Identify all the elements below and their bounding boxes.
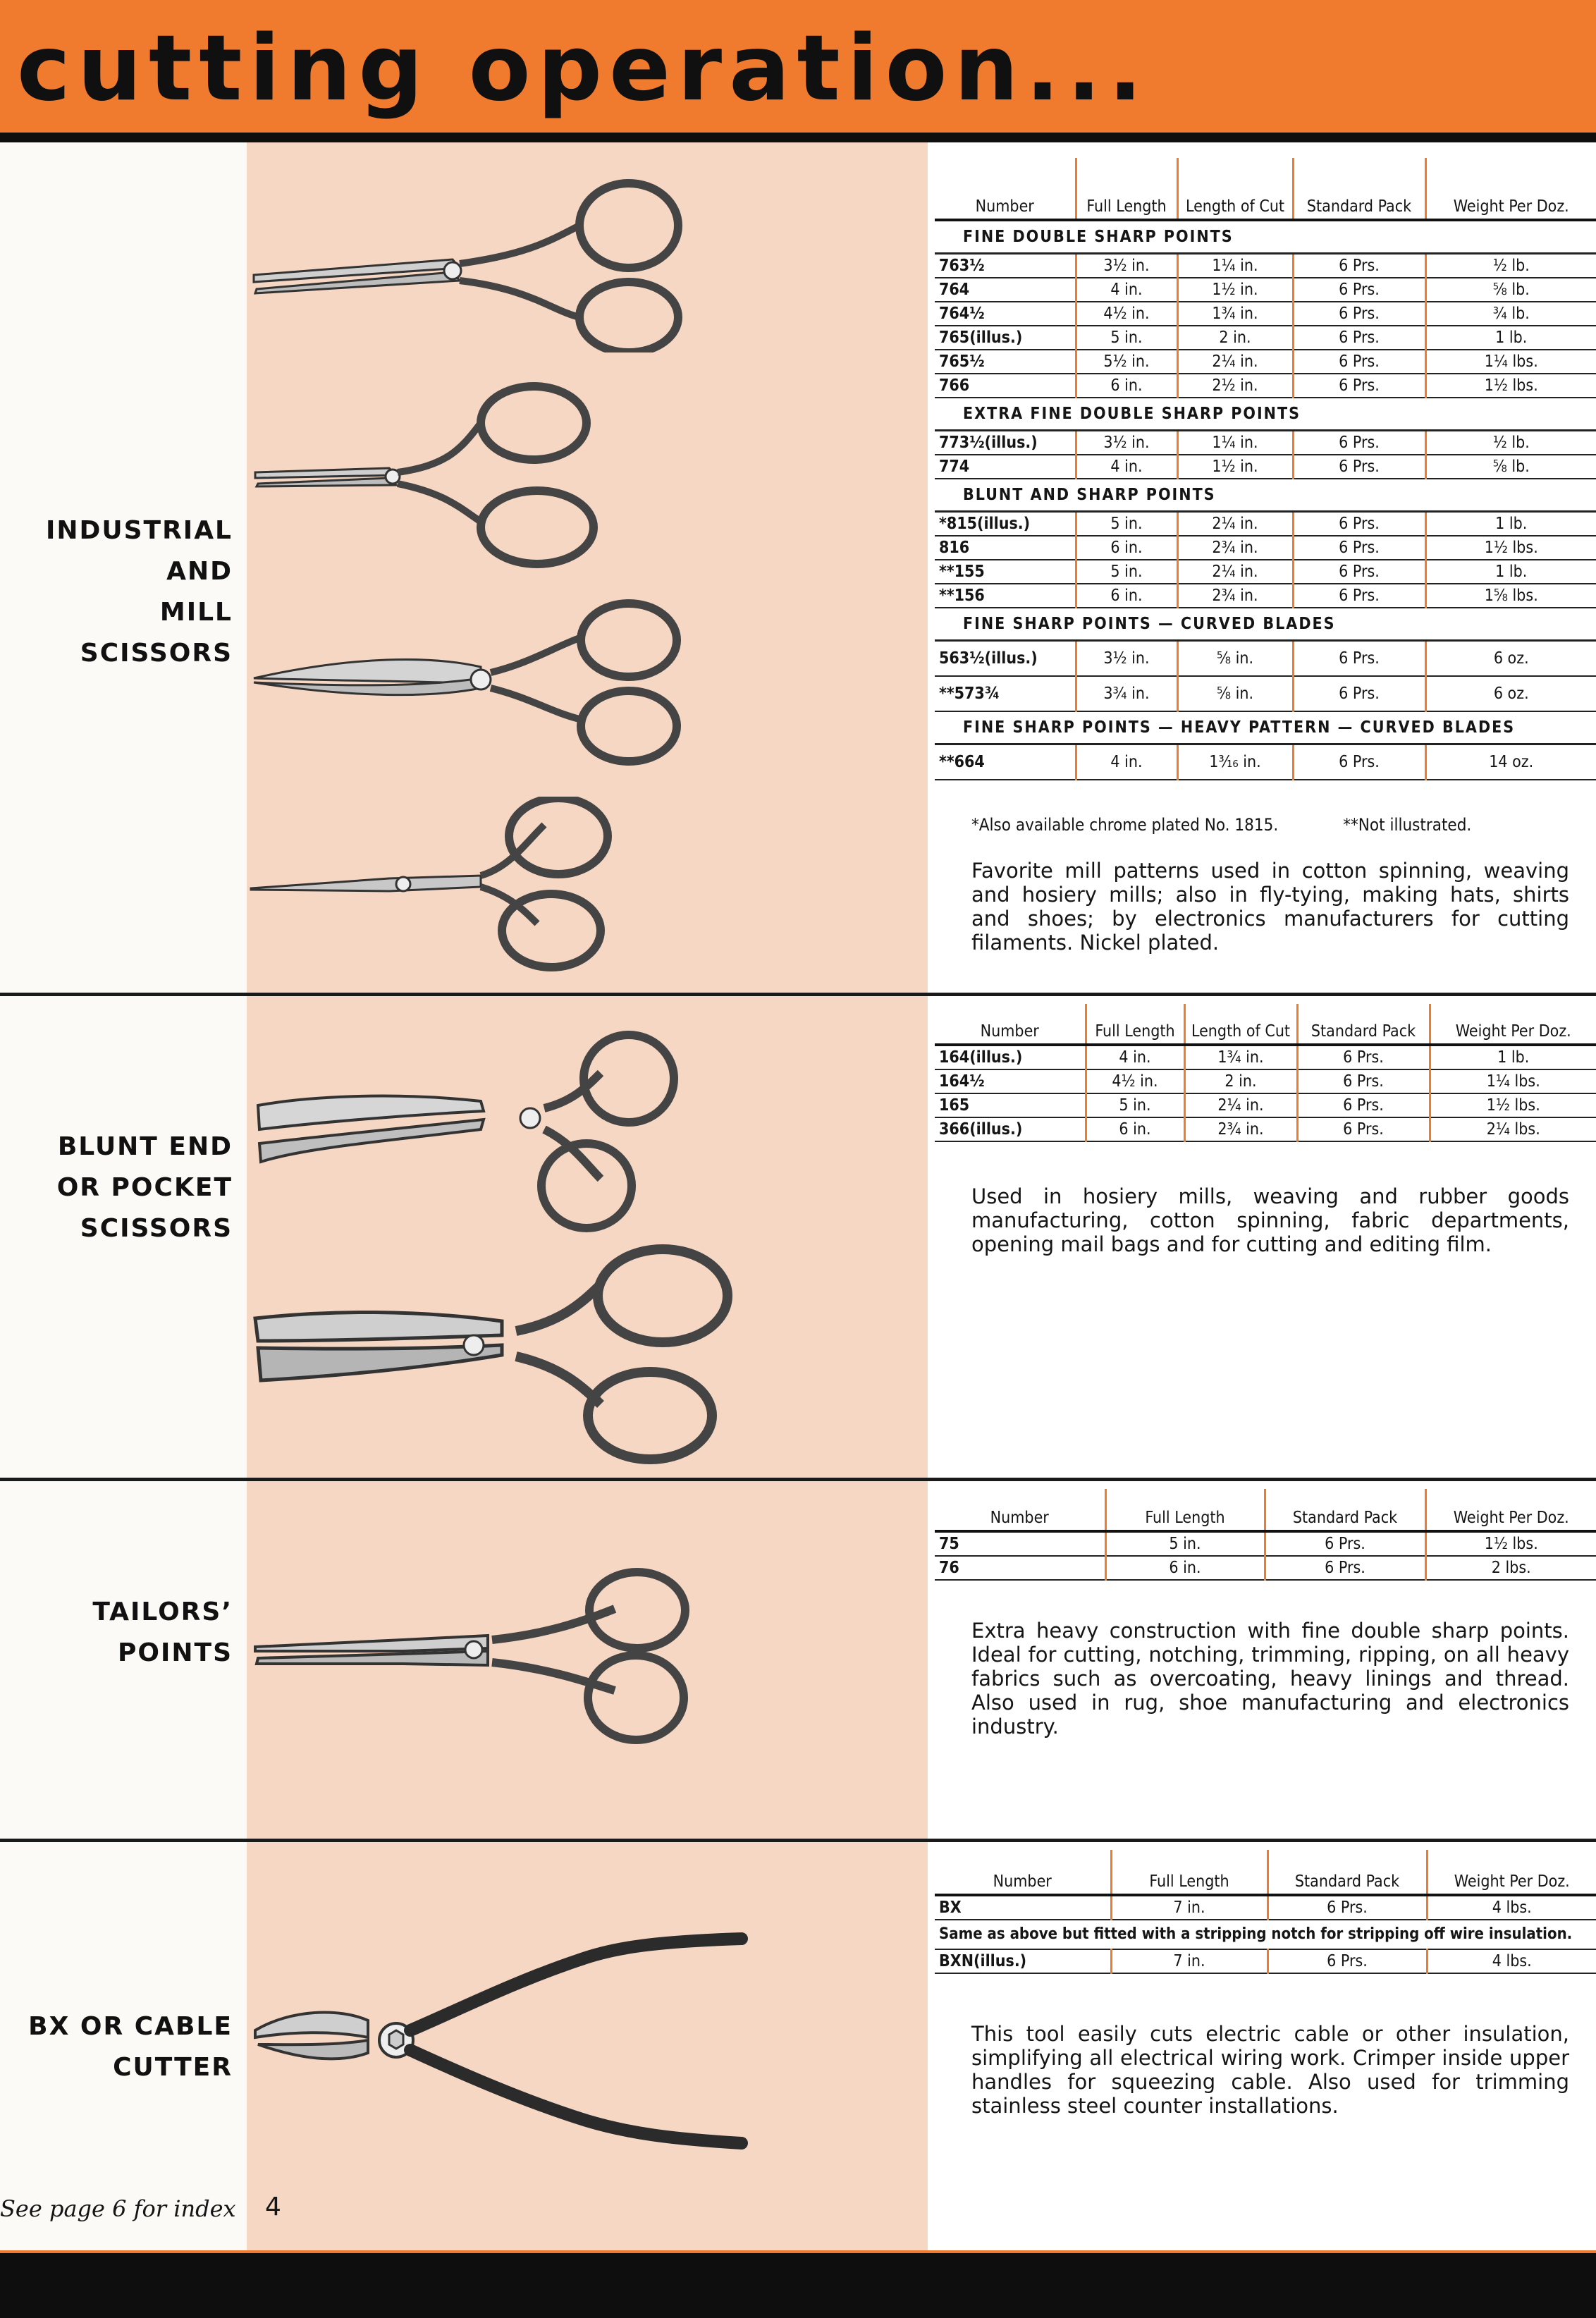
table-cell: 6 Prs.: [1293, 512, 1425, 536]
category-line: CUTTER: [113, 2053, 233, 2082]
table-cell: 6 Prs.: [1297, 1045, 1430, 1069]
table-cell: 164½: [935, 1069, 1086, 1093]
table-row: [935, 1045, 1596, 1069]
table-cell: 6 Prs.: [1297, 1117, 1430, 1141]
table-cell: 1¼ in.: [1177, 254, 1293, 278]
category-line: INDUSTRIAL: [45, 516, 233, 545]
category-line: MILL: [159, 598, 233, 627]
blunt-end-spec-table: [935, 1004, 1596, 1142]
table-cell: 6 in.: [1076, 584, 1177, 608]
col-header-weight-per-doz: Weight Per Doz.: [1430, 1004, 1596, 1045]
category-tailors-points: [92, 1592, 233, 1674]
table-row: [935, 641, 1596, 677]
table-cell: 7 in.: [1111, 1949, 1267, 1973]
table-cell: **156: [935, 584, 1076, 608]
table-cell: 764: [935, 278, 1076, 302]
table-cell: 1³⁄₁₆ in.: [1177, 744, 1293, 780]
group-heading: [935, 398, 1596, 431]
col-header-number: Number: [935, 1004, 1086, 1045]
table-cell: 1½ in.: [1177, 455, 1293, 479]
category-line: TAILORS’: [92, 1598, 233, 1626]
footnote-not-illustrated: **Not illustrated.: [1343, 815, 1472, 835]
table-cell: 773½(illus.): [935, 431, 1076, 455]
table-cell: 4 lbs.: [1427, 1895, 1596, 1920]
page-title: cutting operation...: [17, 16, 1150, 121]
scissors-765-illustration: [248, 176, 713, 352]
table-cell: 2¼ lbs.: [1430, 1117, 1596, 1141]
table-cell: 5 in.: [1086, 1093, 1184, 1117]
header-band: [0, 0, 1596, 133]
table-cell: **664: [935, 744, 1076, 780]
table-cell: ⅝ lb.: [1425, 455, 1596, 479]
table-cell: 6 Prs.: [1297, 1093, 1430, 1117]
table-cell: 7 in.: [1111, 1895, 1267, 1920]
table-cell: 2 in.: [1177, 326, 1293, 350]
footnote-chrome: *Also available chrome plated No. 1815.: [971, 815, 1279, 835]
table-note-text: Same as above but fitted with a stripping notch for stripping off wire insulation.: [935, 1920, 1596, 1949]
table-cell: 2¾ in.: [1177, 584, 1293, 608]
section-divider: [0, 1839, 1596, 1842]
category-line: POINTS: [118, 1638, 233, 1667]
table-cell: 366(illus.): [935, 1117, 1086, 1141]
table-cell: 2 lbs.: [1425, 1556, 1596, 1580]
bx-description: This tool easily cuts electric cable or other insulation, simplifying all electrical wiring work. Crimper inside upper handles for squeezing cable. Also used for trimming stainless steel counter installations.: [971, 2022, 1569, 2118]
col-header-standard-pack: Standard Pack: [1297, 1004, 1430, 1045]
table-row: [935, 350, 1596, 374]
blunt-end-description: Used in hosiery mills, weaving and rubber goods manufacturing, cotton spinning, fabric departments, opening mail bags and for cutting and editing film.: [971, 1184, 1569, 1256]
table-cell: 2½ in.: [1177, 374, 1293, 398]
col-header-weight-per-doz: Weight Per Doz.: [1425, 158, 1596, 220]
table-cell: 6 Prs.: [1293, 676, 1425, 711]
industrial-spec-table: [935, 158, 1596, 780]
scissors-815-illustration: [248, 599, 713, 768]
table-cell: 1½ lbs.: [1430, 1093, 1596, 1117]
group-heading-text: EXTRA FINE DOUBLE SHARP POINTS: [935, 398, 1596, 431]
table-cell: 766: [935, 374, 1076, 398]
table-row: [935, 1895, 1596, 1920]
category-line: BX OR CABLE: [28, 2012, 233, 2041]
scissors-366-illustration: [248, 1242, 742, 1468]
table-cell: BX: [935, 1895, 1111, 1920]
group-heading-text: FINE SHARP POINTS — CURVED BLADES: [935, 608, 1596, 641]
col-header-length-of-cut: Length of Cut: [1177, 158, 1293, 220]
table-cell: 6 oz.: [1425, 641, 1596, 677]
table-row: [935, 374, 1596, 398]
table-cell: 6 Prs.: [1293, 302, 1425, 326]
table-note: [935, 1920, 1596, 1949]
table-cell: 764½: [935, 302, 1076, 326]
table-row: [935, 676, 1596, 711]
table-cell: 2¾ in.: [1177, 536, 1293, 560]
table-cell: 1½ lbs.: [1425, 1531, 1596, 1556]
table-row: [935, 326, 1596, 350]
table-cell: 6 Prs.: [1265, 1531, 1425, 1556]
table-cell: 763½: [935, 254, 1076, 278]
col-header-standard-pack: Standard Pack: [1267, 1850, 1427, 1895]
group-heading: [935, 479, 1596, 512]
table-cell: 2¼ in.: [1177, 350, 1293, 374]
table-row: [935, 278, 1596, 302]
table-cell: 4½ in.: [1076, 302, 1177, 326]
table-cell: 4 in.: [1076, 278, 1177, 302]
tailors-spec-table: [935, 1489, 1596, 1581]
table-cell: 6 Prs.: [1293, 584, 1425, 608]
table-cell: 3½ in.: [1076, 641, 1177, 677]
group-heading: [935, 608, 1596, 641]
table-cell: 774: [935, 455, 1076, 479]
table-cell: 2¼ in.: [1177, 512, 1293, 536]
table-cell: 2¼ in.: [1184, 1093, 1297, 1117]
table-row: [935, 1117, 1596, 1141]
table-cell: 1¼ lbs.: [1430, 1069, 1596, 1093]
footer-bar: [0, 2250, 1596, 2318]
table-cell: 6 Prs.: [1293, 431, 1425, 455]
table-cell: 6 Prs.: [1267, 1895, 1427, 1920]
table-row: [935, 584, 1596, 608]
group-heading: [935, 220, 1596, 254]
table-cell: 6 Prs.: [1293, 278, 1425, 302]
group-heading-text: FINE SHARP POINTS — HEAVY PATTERN — CURVED BLADES: [935, 711, 1596, 744]
table-cell: ⅝ in.: [1177, 676, 1293, 711]
scissors-773-illustration: [248, 381, 713, 571]
table-cell: 4 lbs.: [1427, 1949, 1596, 1973]
table-cell: 4½ in.: [1086, 1069, 1184, 1093]
table-cell: 5½ in.: [1076, 350, 1177, 374]
table-cell: 6 Prs.: [1293, 374, 1425, 398]
table-cell: 765½: [935, 350, 1076, 374]
category-line: SCISSORS: [80, 1214, 233, 1243]
footnotes: [971, 815, 1471, 835]
table-cell: 6 Prs.: [1293, 455, 1425, 479]
table-cell: 4 in.: [1076, 744, 1177, 780]
scissors-164-illustration: [248, 1024, 699, 1235]
table-cell: 4 in.: [1076, 455, 1177, 479]
table-cell: 6 in.: [1086, 1117, 1184, 1141]
group-heading: [935, 711, 1596, 744]
bx-cable-cutter-illustration: [248, 1932, 756, 2157]
bx-spec-table: [935, 1850, 1596, 1974]
table-row: [935, 1093, 1596, 1117]
col-header-full-length: Full Length: [1076, 158, 1177, 220]
table-cell: 3¾ in.: [1076, 676, 1177, 711]
table-cell: 6 Prs.: [1265, 1556, 1425, 1580]
col-header-standard-pack: Standard Pack: [1265, 1489, 1425, 1531]
table-cell: ⅝ in.: [1177, 641, 1293, 677]
table-cell: 3½ in.: [1076, 431, 1177, 455]
table-cell: 1 lb.: [1425, 512, 1596, 536]
industrial-description: Favorite mill patterns used in cotton spinning, weaving and hosiery mills; also in fly-tying, making hats, shirts and shoes; by electronics manufacturers for cutting filaments. Nickel plated.: [971, 859, 1569, 955]
table-cell: 6 in.: [1105, 1556, 1265, 1580]
table-row: [935, 1069, 1596, 1093]
category-line: BLUNT END: [57, 1132, 233, 1161]
table-cell: 6 in.: [1076, 536, 1177, 560]
table-cell: ¾ lb.: [1425, 302, 1596, 326]
table-cell: 4 in.: [1086, 1045, 1184, 1069]
table-cell: 5 in.: [1076, 512, 1177, 536]
category-industrial-mill-scissors: [46, 510, 233, 674]
group-heading-text: BLUNT AND SHARP POINTS: [935, 479, 1596, 512]
table-cell: 1½ in.: [1177, 278, 1293, 302]
table-cell: *815(illus.): [935, 512, 1076, 536]
col-header-number: Number: [935, 158, 1076, 220]
col-header-weight-per-doz: Weight Per Doz.: [1425, 1489, 1596, 1531]
table-cell: **155: [935, 560, 1076, 584]
table-cell: ½ lb.: [1425, 254, 1596, 278]
table-cell: 1 lb.: [1425, 560, 1596, 584]
table-cell: 1¾ in.: [1177, 302, 1293, 326]
table-cell: 75: [935, 1531, 1105, 1556]
table-cell: 816: [935, 536, 1076, 560]
table-row: [935, 1531, 1596, 1556]
table-cell: 6 oz.: [1425, 676, 1596, 711]
table-cell: 1¾ in.: [1184, 1045, 1297, 1069]
table-cell: 5 in.: [1076, 560, 1177, 584]
col-header-full-length: Full Length: [1105, 1489, 1265, 1531]
category-blunt-end-pocket-scissors: [57, 1127, 233, 1249]
table-cell: BXN(illus.): [935, 1949, 1111, 1973]
index-reference: See page 6 for index: [0, 2195, 236, 2222]
table-row: [935, 744, 1596, 780]
category-line: OR POCKET: [56, 1173, 233, 1202]
table-cell: 3½ in.: [1076, 254, 1177, 278]
table-cell: 14 oz.: [1425, 744, 1596, 780]
table-cell: 1⅝ lbs.: [1425, 584, 1596, 608]
table-cell: 76: [935, 1556, 1105, 1580]
scissors-563-illustration: [248, 797, 643, 980]
table-cell: 1½ lbs.: [1425, 374, 1596, 398]
table-cell: 2¼ in.: [1177, 560, 1293, 584]
header-rule: [0, 133, 1596, 142]
section-divider: [0, 993, 1596, 996]
table-row: [935, 536, 1596, 560]
scissors-tailors-illustration: [248, 1566, 713, 1750]
col-header-length-of-cut: Length of Cut: [1184, 1004, 1297, 1045]
table-cell: 165: [935, 1093, 1086, 1117]
category-line: AND: [166, 557, 233, 586]
table-cell: 6 in.: [1076, 374, 1177, 398]
col-header-full-length: Full Length: [1111, 1850, 1267, 1895]
table-row: [935, 512, 1596, 536]
category-line: SCISSORS: [80, 639, 233, 668]
table-cell: 1¼ in.: [1177, 431, 1293, 455]
table-cell: 5 in.: [1105, 1531, 1265, 1556]
col-header-weight-per-doz: Weight Per Doz.: [1427, 1850, 1596, 1895]
table-cell: **573¾: [935, 676, 1076, 711]
table-cell: 1½ lbs.: [1425, 536, 1596, 560]
table-cell: 765(illus.): [935, 326, 1076, 350]
col-header-full-length: Full Length: [1086, 1004, 1184, 1045]
table-cell: 6 Prs.: [1293, 560, 1425, 584]
table-cell: 563½(illus.): [935, 641, 1076, 677]
table-row: [935, 1949, 1596, 1973]
table-cell: 6 Prs.: [1267, 1949, 1427, 1973]
group-heading-text: FINE DOUBLE SHARP POINTS: [935, 220, 1596, 254]
table-row: [935, 560, 1596, 584]
table-cell: 6 Prs.: [1293, 641, 1425, 677]
table-row: [935, 1556, 1596, 1580]
footer-accent: [0, 2250, 1596, 2253]
col-header-number: Number: [935, 1850, 1111, 1895]
table-cell: ⅝ lb.: [1425, 278, 1596, 302]
page-number: 4: [265, 2193, 281, 2221]
table-cell: 6 Prs.: [1293, 254, 1425, 278]
table-row: [935, 455, 1596, 479]
table-cell: 6 Prs.: [1297, 1069, 1430, 1093]
table-cell: 1 lb.: [1430, 1045, 1596, 1069]
table-cell: 6 Prs.: [1293, 536, 1425, 560]
section-divider: [0, 1478, 1596, 1481]
table-cell: 6 Prs.: [1293, 326, 1425, 350]
table-cell: 6 Prs.: [1293, 744, 1425, 780]
table-cell: 2 in.: [1184, 1069, 1297, 1093]
table-row: [935, 431, 1596, 455]
col-header-standard-pack: Standard Pack: [1293, 158, 1425, 220]
col-header-number: Number: [935, 1489, 1105, 1531]
table-cell: 6 Prs.: [1293, 350, 1425, 374]
table-row: [935, 254, 1596, 278]
table-cell: 1¼ lbs.: [1425, 350, 1596, 374]
table-cell: 164(illus.): [935, 1045, 1086, 1069]
table-cell: 5 in.: [1076, 326, 1177, 350]
table-cell: 1 lb.: [1425, 326, 1596, 350]
tailors-description: Extra heavy construction with fine double sharp points. Ideal for cutting, notching, trimming, ripping, on all heavy fabrics such as overcoating, heavy linings and thread. Also used in rug, shoe manufacturing and electronics industry.: [971, 1619, 1569, 1738]
table-cell: 2¾ in.: [1184, 1117, 1297, 1141]
table-row: [935, 302, 1596, 326]
category-bx-cable-cutter: [28, 2006, 233, 2088]
table-cell: ½ lb.: [1425, 431, 1596, 455]
